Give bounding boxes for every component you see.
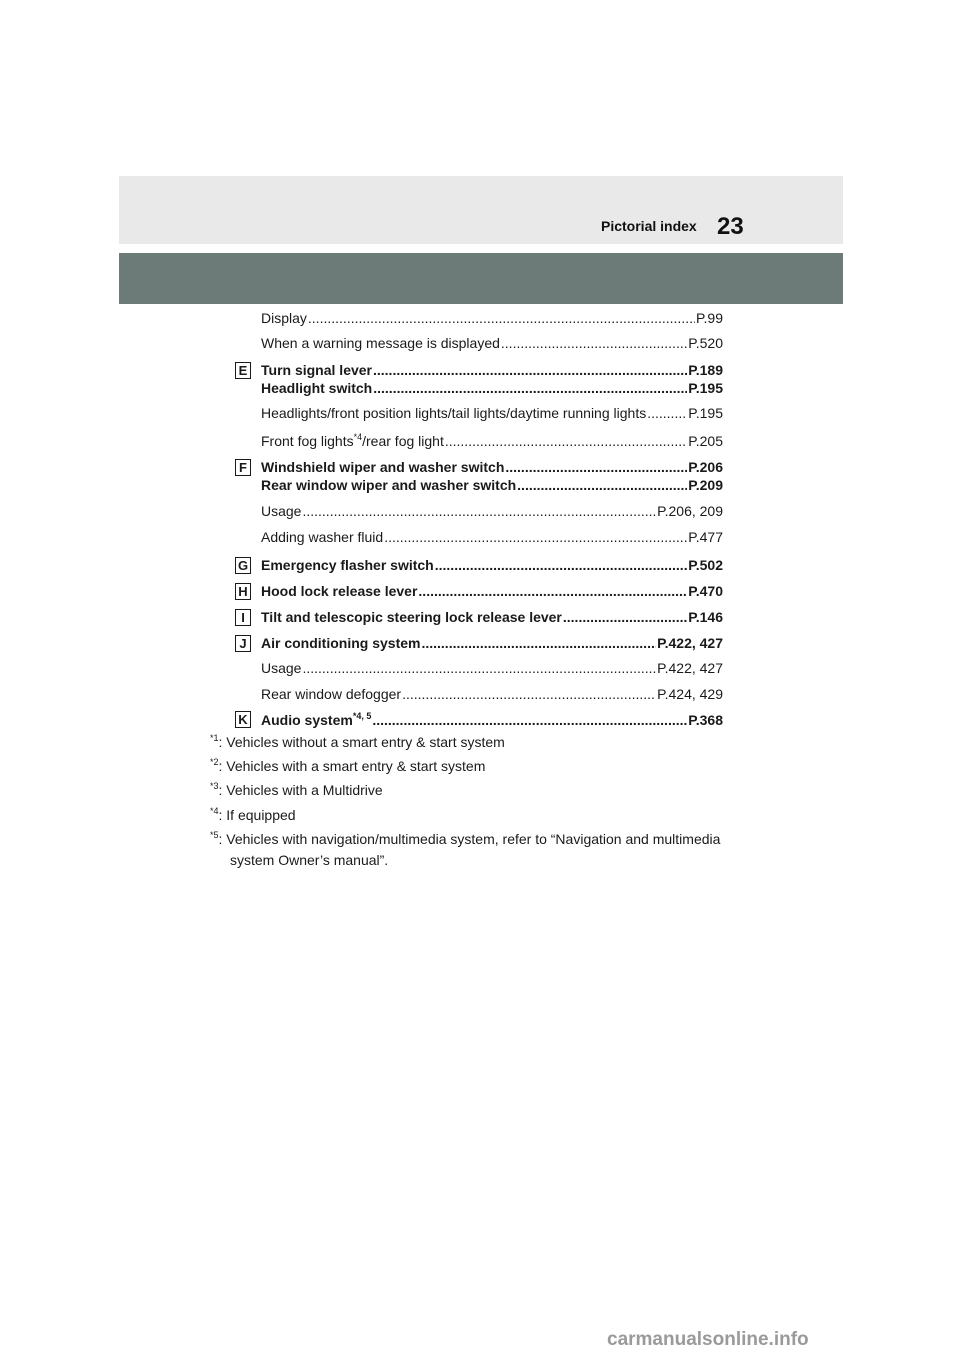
footnote-ref: *4, 5 xyxy=(352,711,372,721)
leader-dots xyxy=(445,433,687,450)
page-ref: P.368 xyxy=(688,712,723,728)
index-entry[interactable] xyxy=(261,362,723,379)
page-ref: P.206, 209 xyxy=(657,503,723,519)
entry-label: Emergency flasher switch xyxy=(261,557,434,573)
leader-dots xyxy=(501,335,687,352)
marker-h: H xyxy=(235,583,251,600)
footnote-mark: *5 xyxy=(210,830,219,840)
entry-label: Adding washer fluid xyxy=(261,529,384,545)
entry-label: Rear window wiper and washer switch xyxy=(261,477,517,493)
page-ref: P.146 xyxy=(688,609,723,625)
leader-dots xyxy=(647,405,687,422)
page-ref: P.422, 427 xyxy=(657,635,723,651)
entry-label: Turn signal lever xyxy=(261,362,372,378)
leader-dots xyxy=(302,503,656,520)
leader-dots xyxy=(302,660,656,677)
footnote xyxy=(210,756,485,777)
section-title: Pictorial index xyxy=(601,218,697,234)
footnote-continuation: system Owner’s manual”. xyxy=(230,852,389,868)
index-entry[interactable] xyxy=(261,459,723,476)
header-bar xyxy=(119,253,843,304)
footnote-text: : Vehicles with a smart entry & start system xyxy=(218,758,486,774)
footnote xyxy=(210,780,383,801)
entry-label: When a warning message is displayed xyxy=(261,335,500,351)
entry-label: Front fog lights$^{*4}$/rear fog light xyxy=(261,432,444,449)
page-ref: P.520 xyxy=(688,335,723,351)
marker-j: J xyxy=(235,635,251,652)
leader-dots xyxy=(435,557,687,574)
entry-label: Rear window defogger xyxy=(261,686,402,702)
entry-label: Usage xyxy=(261,503,302,519)
watermark: carmanualsonline.info xyxy=(607,1329,809,1350)
index-entry[interactable] xyxy=(261,529,723,546)
entry-label: Headlight switch xyxy=(261,380,373,396)
page-ref: P.422, 427 xyxy=(657,660,723,676)
page-ref: P.470 xyxy=(688,583,723,599)
page-ref: P.189 xyxy=(688,362,723,378)
marker-g: G xyxy=(235,557,251,574)
leader-dots xyxy=(402,686,656,703)
leader-dots xyxy=(384,529,687,546)
entry-label: Headlights/front position lights/tail lights/daytime running lights xyxy=(261,405,647,421)
footnote xyxy=(210,732,505,753)
footnote-text: : Vehicles with a Multidrive xyxy=(218,782,383,798)
leader-dots xyxy=(563,609,687,626)
marker-f: F xyxy=(235,459,251,476)
index-entry[interactable] xyxy=(261,310,723,327)
page-ref: P.99 xyxy=(696,310,723,326)
leader-dots xyxy=(308,310,695,327)
index-entry[interactable] xyxy=(261,609,723,626)
index-entry[interactable] xyxy=(261,433,723,450)
footnote xyxy=(210,829,720,871)
footnote xyxy=(210,805,296,826)
index-entry[interactable] xyxy=(261,477,723,494)
leader-dots xyxy=(418,583,687,600)
footnote-text: : Vehicles without a smart entry & start system xyxy=(218,734,505,750)
marker-e: E xyxy=(235,362,251,379)
footnote-mark: *2 xyxy=(210,757,219,767)
footnote-mark: *4 xyxy=(210,806,219,816)
page-ref: P.477 xyxy=(688,529,723,545)
index-entry[interactable] xyxy=(261,660,723,677)
footnote-mark: *1 xyxy=(210,733,219,743)
footnote-text: : If equipped xyxy=(218,807,296,823)
page-ref: P.195 xyxy=(688,405,723,421)
page-ref: P.424, 429 xyxy=(657,686,723,702)
entry-label: Usage xyxy=(261,660,302,676)
leader-dots xyxy=(505,459,687,476)
entry-label: Tilt and telescopic steering lock release lever xyxy=(261,609,562,625)
page-ref: P.195 xyxy=(688,380,723,396)
index-entry[interactable] xyxy=(261,686,723,703)
leader-dots xyxy=(421,635,656,652)
footnote-mark: *3 xyxy=(210,781,219,791)
leader-dots xyxy=(373,362,687,379)
index-entry[interactable] xyxy=(261,405,723,422)
footnote-ref: *4 xyxy=(353,432,363,442)
index-entry[interactable] xyxy=(261,503,723,520)
leader-dots xyxy=(372,712,687,729)
entry-label: Audio system$^{*4, 5}$ xyxy=(261,711,372,728)
marker-i: I xyxy=(235,609,251,626)
page-ref: P.206 xyxy=(688,459,723,475)
entry-label: Air conditioning system xyxy=(261,635,421,651)
page-number: 23 xyxy=(717,213,744,240)
leader-dots xyxy=(373,380,687,397)
footnote-text: : Vehicles with navigation/multimedia system, refer to “Navigation and multimedia xyxy=(218,831,721,847)
index-entry[interactable] xyxy=(261,712,723,729)
entry-label: Display xyxy=(261,310,307,326)
page-ref: P.502 xyxy=(688,557,723,573)
leader-dots xyxy=(517,477,687,494)
page-ref: P.209 xyxy=(688,477,723,493)
index-entry[interactable] xyxy=(261,583,723,600)
marker-k: K xyxy=(235,711,251,728)
entry-label: Hood lock release lever xyxy=(261,583,418,599)
index-entry[interactable] xyxy=(261,380,723,397)
page-ref: P.205 xyxy=(688,433,723,449)
index-entry[interactable] xyxy=(261,335,723,352)
index-entry[interactable] xyxy=(261,557,723,574)
index-entry[interactable] xyxy=(261,635,723,652)
entry-label: Windshield wiper and washer switch xyxy=(261,459,505,475)
